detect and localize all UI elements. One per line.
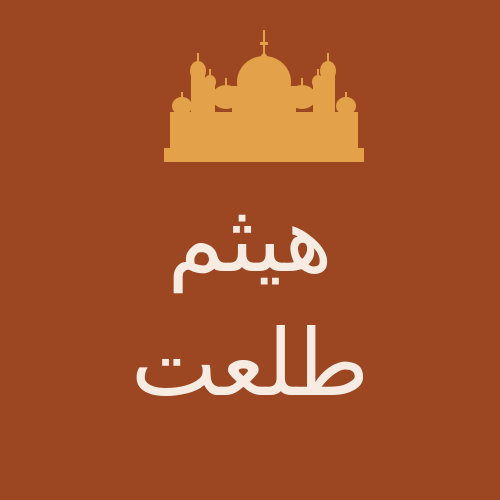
- name-second-line: طلعت: [130, 310, 370, 417]
- name-first-line: هيثم: [167, 186, 333, 293]
